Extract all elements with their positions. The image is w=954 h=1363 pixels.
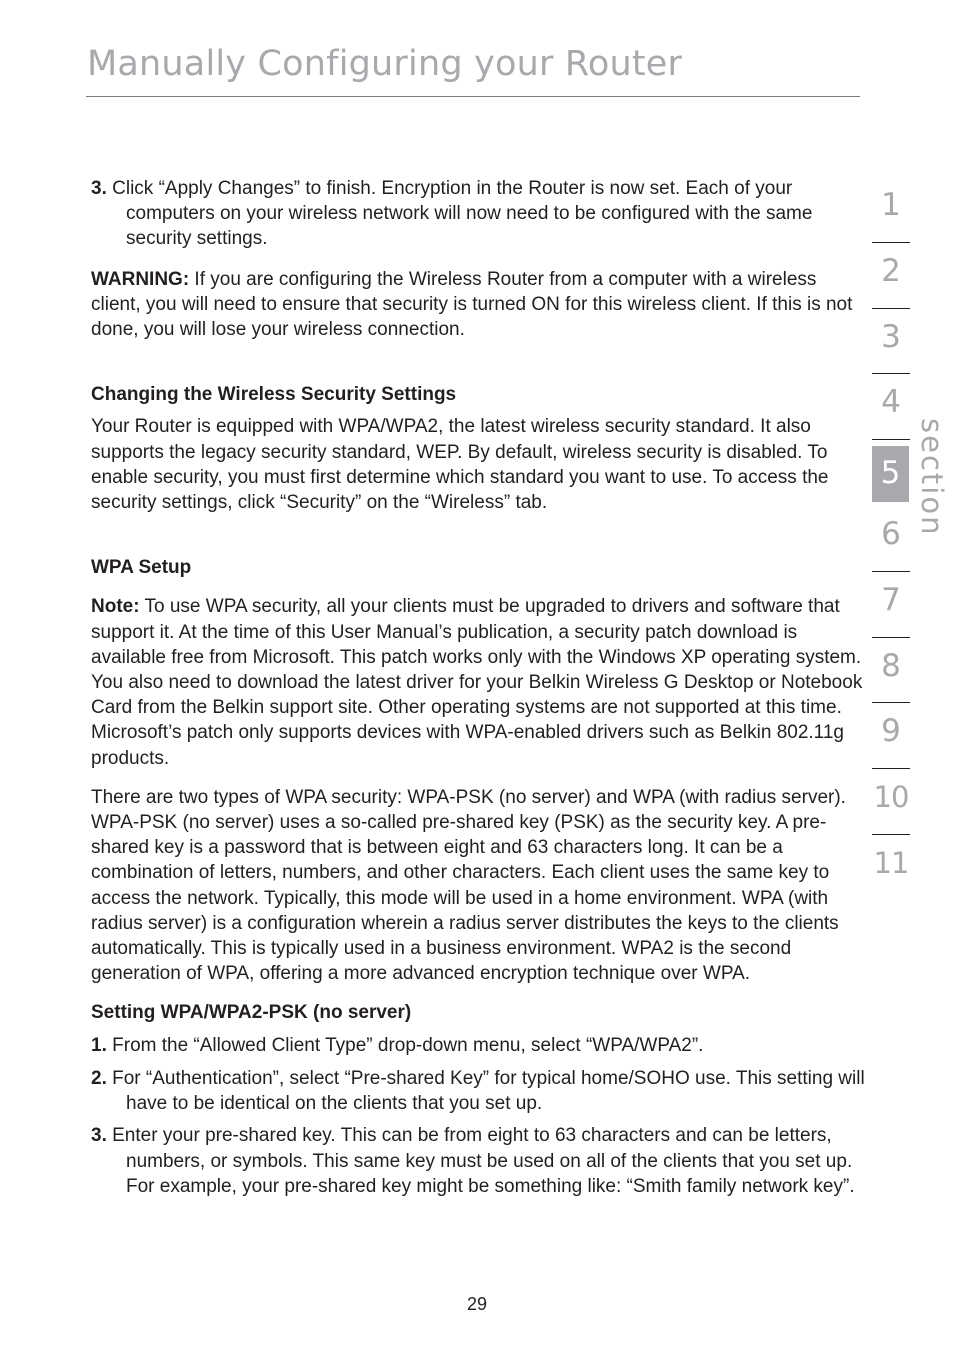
step-text: Click “Apply Changes” to finish. Encryption in the Router is now set. Each of your computers on your wireless network will now need to be configured with the same security settings.: [106, 178, 813, 250]
section-nav-item-2: 2: [872, 243, 910, 309]
section-nav-item-1: 1: [872, 177, 910, 243]
section-nav-item-11: 11: [873, 845, 909, 880]
psk-setup-heading: Setting WPA/WPA2-PSK (no server): [91, 1002, 412, 1024]
section-nav-item-5-active: [872, 440, 910, 506]
note-label: Note:: [91, 596, 140, 618]
note-text: To use WPA security, all your clients must be upgraded to drivers and software that support it. At the time of this User Manual’s publication, a security patch download is available free from Microsoft. This patch works only with the Windows XP operating system. You also need to download the latest driver for your Belkin Wireless G Desktop or Notebook Card from the Belkin support site. Other operating systems are not supported at this time. Microsoft’s patch only supports devices with WPA-enabled drivers such as Belkin 802.11g products.: [91, 596, 863, 769]
page-content: [91, 176, 866, 1199]
page-header-title: Manually Configuring your Router: [87, 44, 683, 84]
step-number: 3.: [91, 1125, 107, 1147]
wpa-setup-heading: WPA Setup: [91, 557, 192, 579]
note-paragraph: [91, 594, 866, 770]
section-nav-item-9: 9: [872, 703, 910, 769]
warning-text: If you are configuring the Wireless Router from a computer with a wireless client, you will need to ensure that security is turned ON for this wireless client. If this is not done, you will lose your wireless connection.: [91, 268, 853, 341]
wpa-types-paragraph: There are two types of WPA security: WPA-PSK (no server) and WPA (with radius server). WPA-PSK (no server) uses a so-called pre-shared key (PSK) as the security key. A pre-shared key is a password that is between eight and 63 characters long. It can be a combination of letters, numbers, and other characters. Each client uses the same key to access the network. Typically, this mode will be used in a home environment. WPA (with radius server) is a configuration wherein a radius server distributes the keys to the clients automatically. This is typically used in a business environment. WPA2 is the second generation of WPA, offering a more advanced encryption technique over WPA.: [91, 786, 846, 985]
section-nav-item-7: 7: [872, 572, 910, 638]
warning-label: WARNING:: [91, 268, 190, 290]
page-number: 29: [466, 1294, 488, 1314]
section-label: section: [915, 418, 949, 537]
step-number: 3.: [91, 178, 107, 199]
section-nav-item-3: 3: [872, 309, 910, 375]
psk-step-1: [91, 1033, 866, 1058]
step-number: 2.: [91, 1067, 107, 1089]
changing-security-heading: Changing the Wireless Security Settings: [91, 384, 457, 406]
section-nav-item-4: 4: [872, 374, 910, 440]
psk-step-2: [91, 1066, 866, 1116]
step-3-apply-changes: [91, 176, 866, 252]
step-text: For “Authentication”, select “Pre-shared Key” for typical home/SOHO use. This setting will have to be identical on the clients that you set up.: [106, 1067, 865, 1115]
section-nav-item-8: 8: [872, 638, 910, 704]
psk-step-3: [91, 1123, 866, 1199]
header-divider: [86, 96, 860, 97]
section-nav: [872, 177, 910, 901]
changing-security-paragraph: Your Router is equipped with WPA/WPA2, the latest wireless security standard. It also supports the legacy security standard, WEP. By default, wireless security is disabled. To enable security, you must first determine which standard you want to use. To access the security settings, click “Security” on the “Wireless” tab.: [91, 416, 829, 514]
active-section-marker: 5: [872, 446, 909, 502]
section-nav-item-10: 10: [872, 769, 910, 835]
section-nav-item-6: 6: [872, 506, 910, 572]
step-text: Enter your pre-shared key. This can be from eight to 63 characters and can be letters, numbers, or symbols. This same key must be used on all of the clients that you set up. For example, your pre-shared key might be something like: “Smith family network key”.: [106, 1125, 855, 1197]
step-text: From the “Allowed Client Type” drop-down menu, select “WPA/WPA2”.: [106, 1034, 704, 1056]
warning-paragraph: [91, 267, 866, 343]
step-number: 1.: [91, 1034, 107, 1056]
